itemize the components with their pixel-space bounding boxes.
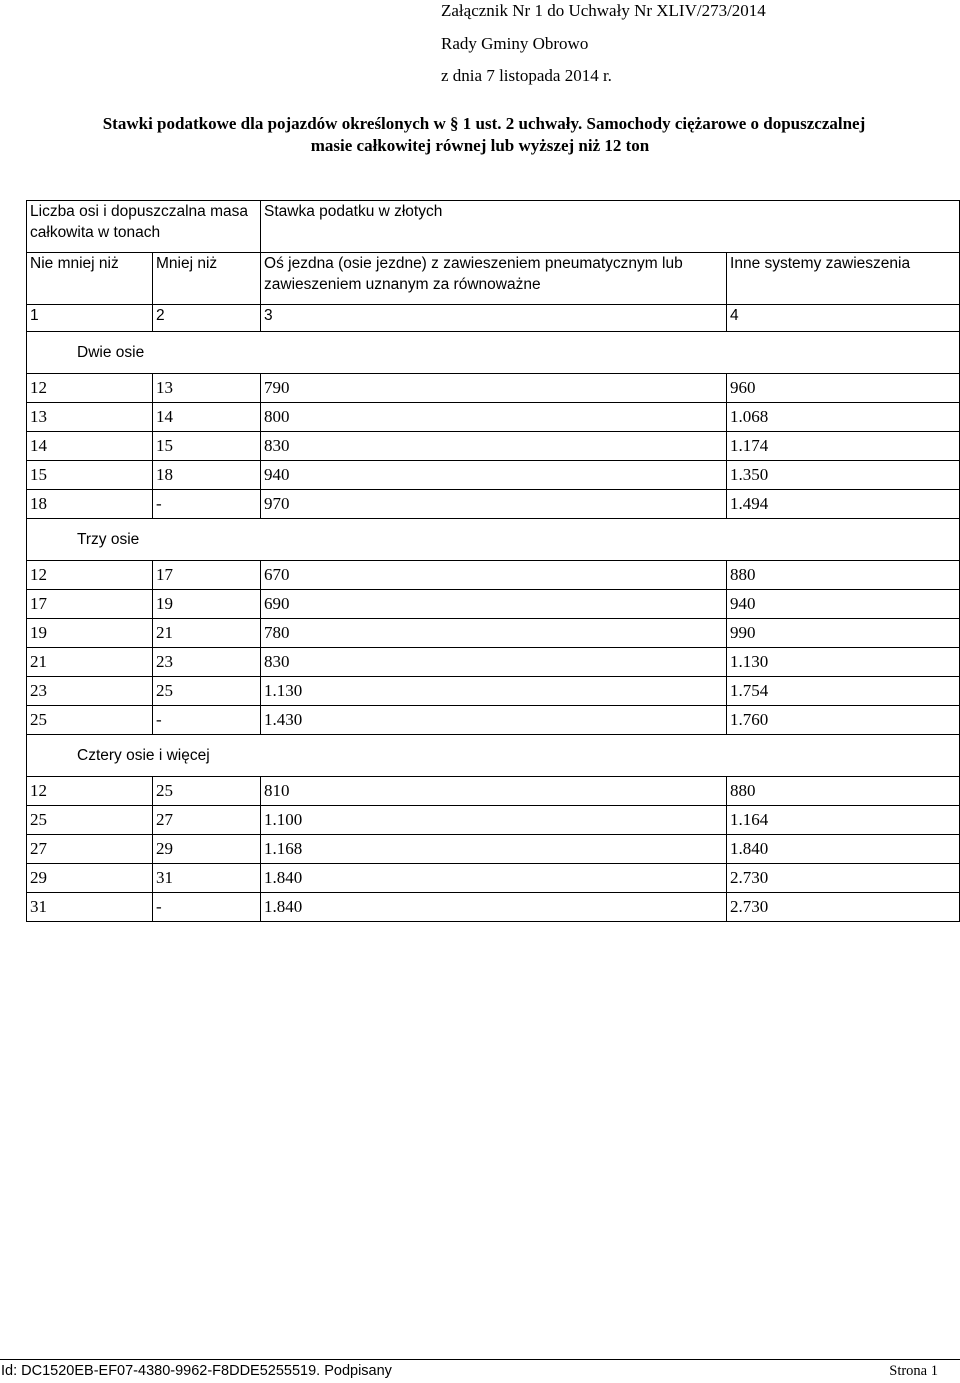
min-mass-cell: 12 <box>27 561 153 590</box>
pneumatic-rate-cell: 810 <box>261 777 727 806</box>
max-mass-cell: 31 <box>153 864 261 893</box>
axle-group-label: Dwie osie <box>27 332 960 374</box>
min-mass-cell: 25 <box>27 706 153 735</box>
table-row <box>27 461 960 490</box>
min-mass-cell: 12 <box>27 777 153 806</box>
other-rate-cell: 1.840 <box>727 835 960 864</box>
section-row <box>27 332 960 374</box>
other-rate-cell: 940 <box>727 590 960 619</box>
tax-rates-table <box>26 200 960 922</box>
column-number: 1 <box>27 305 153 332</box>
table-row <box>27 432 960 461</box>
table-row <box>27 403 960 432</box>
column-number: 2 <box>153 305 261 332</box>
other-rate-cell: 960 <box>727 374 960 403</box>
section-row <box>27 735 960 777</box>
table-row <box>27 864 960 893</box>
pneumatic-rate-cell: 1.840 <box>261 893 727 922</box>
council-name: Rady Gminy Obrowo <box>441 34 589 53</box>
other-rate-cell: 1.760 <box>727 706 960 735</box>
other-rate-cell: 880 <box>727 777 960 806</box>
pneumatic-rate-cell: 1.130 <box>261 677 727 706</box>
axle-group-label: Cztery osie i więcej <box>27 735 960 777</box>
pneumatic-suspension-header: Oś jezdna (osie jezdne) z zawieszeniem pneumatycznym lub zawieszeniem uznanym za równoważne <box>261 253 727 305</box>
min-mass-cell: 14 <box>27 432 153 461</box>
document-id: Id: DC1520EB-EF07-4380-9962-F8DDE5255519. Podpisany <box>1 1363 392 1379</box>
table-row <box>27 561 960 590</box>
not-less-than-header: Nie mniej niż <box>27 253 153 305</box>
max-mass-cell: 15 <box>153 432 261 461</box>
max-mass-cell: 19 <box>153 590 261 619</box>
other-rate-cell: 1.494 <box>727 490 960 519</box>
document-title-line-1: Stawki podatkowe dla pojazdów określonych w § 1 ust. 2 uchwały. Samochody ciężarowe o dopuszczalnej <box>102 114 866 133</box>
table-row <box>27 893 960 922</box>
pneumatic-rate-cell: 800 <box>261 403 727 432</box>
max-mass-cell: 17 <box>153 561 261 590</box>
max-mass-cell: 27 <box>153 806 261 835</box>
header-row-1 <box>27 201 960 253</box>
table-row <box>27 806 960 835</box>
pneumatic-rate-cell: 940 <box>261 461 727 490</box>
other-rate-cell: 1.754 <box>727 677 960 706</box>
max-mass-cell: 13 <box>153 374 261 403</box>
min-mass-cell: 12 <box>27 374 153 403</box>
max-mass-cell: 23 <box>153 648 261 677</box>
pneumatic-rate-cell: 970 <box>261 490 727 519</box>
axle-group-label: Trzy osie <box>27 519 960 561</box>
min-mass-cell: 17 <box>27 590 153 619</box>
table-row <box>27 835 960 864</box>
table-row <box>27 677 960 706</box>
pneumatic-rate-cell: 1.840 <box>261 864 727 893</box>
max-mass-cell: - <box>153 490 261 519</box>
other-rate-cell: 1.164 <box>727 806 960 835</box>
axles-mass-header: Liczba osi i dopuszczalna masa całkowita w tonach <box>27 201 261 253</box>
min-mass-cell: 13 <box>27 403 153 432</box>
resolution-date: z dnia 7 listopada 2014 r. <box>441 66 612 85</box>
other-rate-cell: 1.174 <box>727 432 960 461</box>
max-mass-cell: - <box>153 893 261 922</box>
min-mass-cell: 25 <box>27 806 153 835</box>
min-mass-cell: 18 <box>27 490 153 519</box>
max-mass-cell: 21 <box>153 619 261 648</box>
min-mass-cell: 23 <box>27 677 153 706</box>
min-mass-cell: 31 <box>27 893 153 922</box>
max-mass-cell: 18 <box>153 461 261 490</box>
max-mass-cell: 29 <box>153 835 261 864</box>
table-row <box>27 374 960 403</box>
table-row <box>27 648 960 677</box>
pneumatic-rate-cell: 1.100 <box>261 806 727 835</box>
max-mass-cell: 25 <box>153 777 261 806</box>
attachment-header: Załącznik Nr 1 do Uchwały Nr XLIV/273/2014 <box>441 1 766 20</box>
other-rate-cell: 990 <box>727 619 960 648</box>
min-mass-cell: 27 <box>27 835 153 864</box>
pneumatic-rate-cell: 1.430 <box>261 706 727 735</box>
other-rate-cell: 2.730 <box>727 893 960 922</box>
other-rate-cell: 1.130 <box>727 648 960 677</box>
section-row <box>27 519 960 561</box>
max-mass-cell: - <box>153 706 261 735</box>
page-number: Strona 1 <box>889 1363 938 1379</box>
min-mass-cell: 19 <box>27 619 153 648</box>
column-number: 3 <box>261 305 727 332</box>
pneumatic-rate-cell: 830 <box>261 648 727 677</box>
other-rate-cell: 1.068 <box>727 403 960 432</box>
min-mass-cell: 15 <box>27 461 153 490</box>
min-mass-cell: 29 <box>27 864 153 893</box>
footer-divider <box>0 1359 960 1360</box>
pneumatic-rate-cell: 830 <box>261 432 727 461</box>
min-mass-cell: 21 <box>27 648 153 677</box>
table-row <box>27 590 960 619</box>
pneumatic-rate-cell: 1.168 <box>261 835 727 864</box>
tax-rate-header: Stawka podatku w złotych <box>261 201 960 253</box>
other-rate-cell: 880 <box>727 561 960 590</box>
other-suspension-header: Inne systemy zawieszenia <box>727 253 960 305</box>
pneumatic-rate-cell: 690 <box>261 590 727 619</box>
column-number-row <box>27 305 960 332</box>
pneumatic-rate-cell: 670 <box>261 561 727 590</box>
table-row <box>27 490 960 519</box>
pneumatic-rate-cell: 790 <box>261 374 727 403</box>
table-row <box>27 777 960 806</box>
other-rate-cell: 1.350 <box>727 461 960 490</box>
less-than-header: Mniej niż <box>153 253 261 305</box>
tax-rates-body <box>27 332 960 922</box>
table-row <box>27 619 960 648</box>
other-rate-cell: 2.730 <box>727 864 960 893</box>
pneumatic-rate-cell: 780 <box>261 619 727 648</box>
max-mass-cell: 25 <box>153 677 261 706</box>
header-row-2 <box>27 253 960 305</box>
column-number: 4 <box>727 305 960 332</box>
max-mass-cell: 14 <box>153 403 261 432</box>
table-row <box>27 706 960 735</box>
document-title-line-2: masie całkowitej równej lub wyższej niż 12 ton <box>310 136 650 155</box>
